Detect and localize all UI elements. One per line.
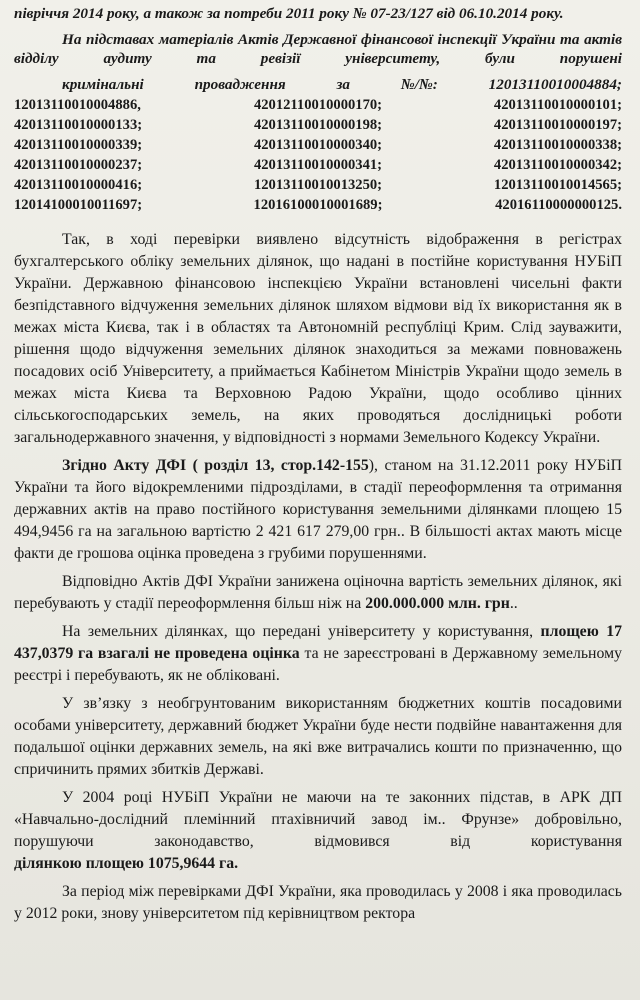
- case-number: 42013110010000133;: [14, 117, 143, 133]
- case-number: 42013110010000341;: [253, 157, 383, 173]
- paragraph-budget: У зв’язку з необгрунтованим використанням бюджетних коштів посадовими особами університету, державний бюджет України буде нести подвійне навантаження для подальшої оцінки державних земель, на які вже витрачались кошти по призначенню, що спричинить прямих збитків Державі.: [14, 695, 622, 778]
- underestimated-end: ..: [509, 595, 518, 612]
- basis-word-3: за: [336, 76, 351, 93]
- paragraph-unassessed: [14, 621, 622, 687]
- case-number: 42013110010000101;: [493, 97, 622, 113]
- basis-word-2: провадження: [194, 76, 286, 93]
- refusal-area: ділянкою площею 1075,9644 га.: [14, 855, 239, 872]
- paragraph-2004: [14, 787, 622, 875]
- case-numbers-grid: [14, 95, 622, 215]
- intro-line: півріччя 2014 року, а також за потреби 2011 року № 07-23/127 від 06.10.2014 року.: [14, 5, 564, 22]
- case-number: 42013110010000339;: [14, 137, 143, 153]
- case-number: 12013110010004886,: [14, 97, 141, 113]
- case-number: 42013110010000237;: [14, 157, 143, 173]
- unassessed-text: На земельних ділянках, що передані університету у користування,: [62, 623, 534, 640]
- basis-first-case: 12013110010004884;: [488, 76, 622, 93]
- basis-word-1: кримінальні: [62, 76, 144, 93]
- basis-word-4: №/№:: [400, 76, 438, 93]
- case-number: 42016110000000125.: [495, 197, 622, 213]
- case-number: 42013110010000340;: [253, 137, 383, 153]
- paragraph-dfi-act: [14, 455, 622, 565]
- dfi-act-reference: Згідно Акту ДФІ ( розділ 13, стор.142-155: [62, 457, 369, 474]
- paragraph-period: За період між перевірками ДФІ України, яка проводилась у 2008 і яка проводилась у 2012 роки, знову університетом під керівництвом ректора: [14, 883, 622, 922]
- paragraph-underestimated: [14, 571, 622, 615]
- underestimated-text: Відповідно Актів ДФІ України занижена оціночна вартість земельних ділянок, які перебувають у стадії переоформлення більш ніж на: [14, 573, 622, 612]
- paragraph-inspection: Так, в ході перевірки виявлено відсутність відображення в регістрах бухгалтерського обліку земельних ділянок, що надані в постійне користування НУБіП України. Державною фінансовою інспекцією України встановлені чисельні факти безпідставного відчуження земельних ділянок шляхом відмови від їх використання як в межах міста Києва, так і в областях та Автономній республіці Крим. Слід зауважити, рішення щодо відчуження земельних ділянок знаходиться за межами повноважень посадових осіб Університету, а приймається Кабінетом Міністрів України щодо земель в межах міста Києва та Верховною Радою України, щодо особливо цінних сільськогосподарських земель, на яких проводяться дослідницькі роботи загальнодержавного значення, у відповідності з нормами Земельного Кодексу України.: [14, 231, 622, 446]
- basis-paragraph: На підставах матеріалів Актів Державної фінансової інспекції України та актів відділу аудиту та ревізії університету, були порушені: [14, 31, 622, 67]
- underestimated-amount: 200.000.000 млн. грн: [365, 595, 510, 612]
- case-number: 42013110010000342;: [493, 157, 622, 173]
- basis-last-line: [14, 75, 622, 94]
- case-number: 12016100010001689;: [253, 197, 383, 213]
- refusal-text: У 2004 році НУБіП України не маючи на те законних підстав, в АРК ДП «Навчально-дослідний племінний птахівничий завод ім.. Фрунзе» добровільно, порушуючи законодавство, відмовився від користування: [14, 789, 622, 850]
- case-number: 12013110010013250;: [253, 177, 383, 193]
- case-number: 42013110010000416;: [14, 177, 143, 193]
- case-number: 42013110010000198;: [253, 117, 383, 133]
- case-number: 42013110010000197;: [493, 117, 622, 133]
- case-number: 42013110010000338;: [493, 137, 622, 153]
- case-number: 12013110010014565;: [493, 177, 622, 193]
- case-number: 42012110010000170;: [253, 97, 383, 113]
- unassessed-area: площею 17 437,0379 га взагалі не проведена оцінка: [14, 623, 622, 662]
- dfi-act-text: ), станом на 31.12.2011 року НУБіП України та його відокремленими підрозділами, в стадії переоформлення та отримання державних актів на право постійного користування земельними ділянками площею 15 494,9456 га на загальною вартістю 2 421 617 279,00 грн.. В більшості актах мають місце факти де грошова оцінка проведена з грубими порушеннями.: [14, 457, 622, 562]
- unassessed-rest: та не зареєстровані в Державному земельному реєстрі і перебувають, як не обліковані.: [14, 645, 623, 684]
- case-number: 12014100010011697;: [14, 197, 143, 213]
